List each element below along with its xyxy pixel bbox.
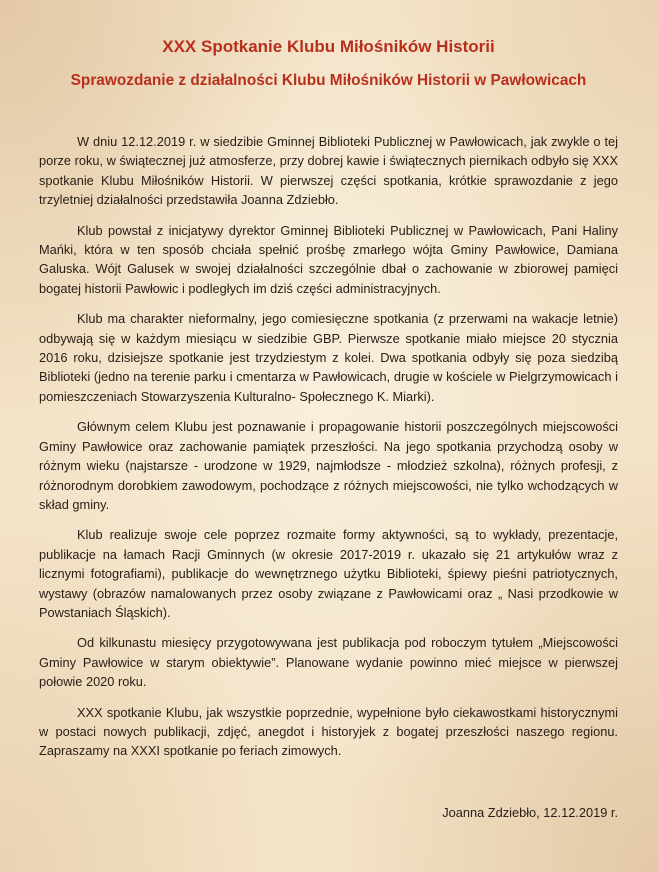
paragraph-club-goal: Głównym celem Klubu jest poznawanie i propagowanie historii poszczególnych miejscowości Gminy Pawłowice oraz zachowanie pamiątek przeszłości. Na jego spotkania przychodzą osoby w różnym wieku (najstarsze - urodzone w 1929, najmłodsze - młodzież szkolna), różnych profesji, z różnorodnym dorobkiem zawodowym, pochodzące z różnych miejscowości, nie tylko wchodzących w skład gminy. — [39, 419, 618, 512]
document-subtitle: Sprawozdanie z działalności Klubu Miłośników Historii w Pawłowicach — [70, 72, 587, 89]
paragraph-club-character: Klub ma charakter nieformalny, jego comiesięczne spotkania (z przerwami na wakacje letnie) odbywają się w każdym miesiącu w siedzibie GBP. Pierwsze spotkanie miało miejsce 20 stycznia 2016 roku, dzisiejsze spotkanie jest trzydziestym z kolei. Dwa spotkania odbyły się poza siedzibą Biblioteki (jedno na terenie parku i cmentarza w Pawłowicach, drugie w kościele w Pielgrzymowicach i pomieszczeniach Stowarzyszenia Kulturalno- Społecznego K. Miarki). — [39, 311, 618, 404]
signature: Joanna Zdziebło, 12.12.2019 r. — [442, 805, 618, 820]
document-body — [39, 132, 618, 761]
document-title: XXX Spotkanie Klubu Miłośników Historii — [162, 37, 495, 56]
paragraph-publication: Od kilkunastu miesięcy przygotowywana jest publikacja pod roboczym tytułem „Miejscowości Gminy Pawłowice w starym obiektywie”. Planowane wydanie powinno mieć miejsce w pierwszej połowie 2020 roku. — [39, 635, 618, 690]
paragraph-meeting-intro: W dniu 12.12.2019 r. w siedzibie Gminnej Biblioteki Publicznej w Pawłowicach, jak zwykle o tej porze roku, w świątecznej już atmosferze, przy dobrej kawie i świątecznych piernikach odbyło się XXX spotkanie Klubu Miłośników Historii. W pierwszej części spotkania, krótkie sprawozdanie z jego trzyletniej działalności przedstawiła Joanna Zdziebło. — [39, 134, 618, 208]
paragraph-closing: XXX spotkanie Klubu, jak wszystkie poprzednie, wypełnione było ciekawostkami historycznymi w postaci nowych publikacji, zdjęć, anegdot i historyjek z bogatej przeszłości naszego regionu. Zapraszamy na XXXI spotkanie po feriach zimowych. — [39, 704, 618, 759]
paragraph-club-origin: Klub powstał z inicjatywy dyrektor Gminnej Biblioteki Publicznej w Pawłowicach, Pani Haliny Mańki, która w ten sposób chciała spełnić prośbę zmarłego wójta Gminy Pawłowice, Damiana Galuska. Wójt Galusek w swojej działalności szczególnie dbał o zachowanie w zbiorowej pamięci bogatej historii Pawłowic i podległych im dziś części administracyjnych. — [39, 222, 618, 296]
paragraph-club-activities: Klub realizuje swoje cele poprzez rozmaite formy aktywności, są to wykłady, prezentacje, publikacje na łamach Racji Gminnych (w okresie 2017-2019 r. ukazało się 21 artykułów wraz z licznymi fotografiami), publikacje do wewnętrznego użytku Biblioteki, śpiewy pieśni patriotycznych, wystawy (obrazów namalowanych przez osoby związane z Pawłowicami oraz „ Nasi przodkowie w Powstaniach Śląskich). — [39, 527, 618, 620]
